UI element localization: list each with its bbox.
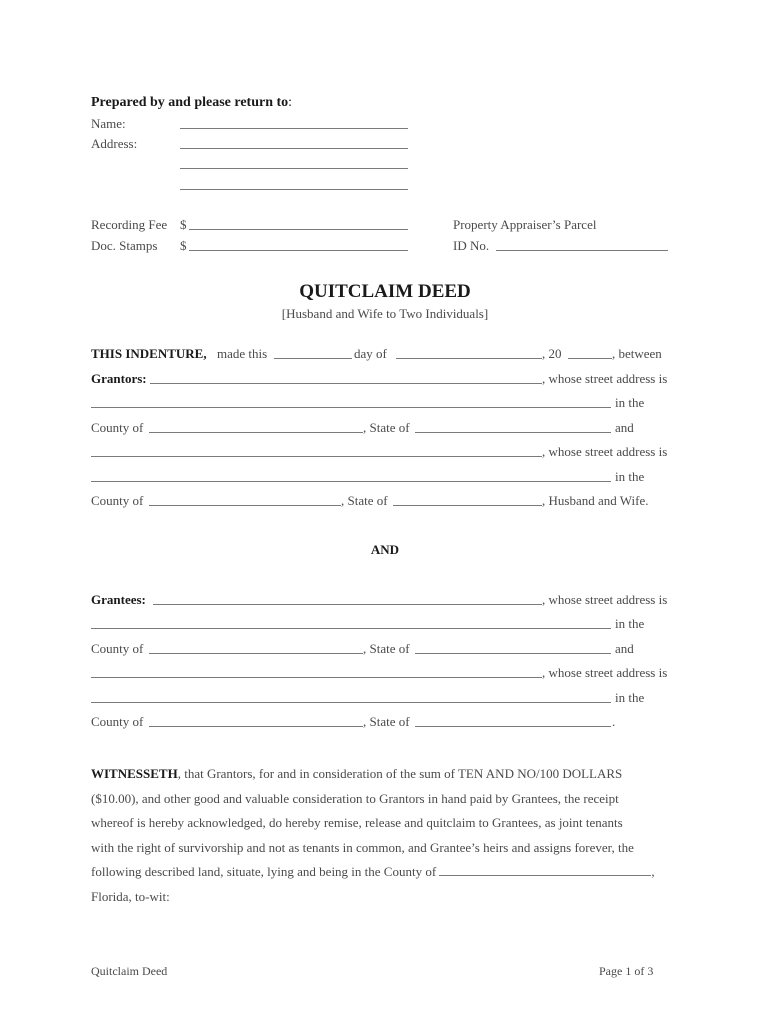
name-label: Name: (91, 116, 126, 131)
grantor-1-state-field[interactable] (415, 432, 611, 433)
grantee-1-name-field[interactable] (153, 604, 542, 605)
grantee-1-county-field[interactable] (149, 653, 363, 654)
grantor-1-county-field[interactable] (149, 432, 363, 433)
day-of-text: day of (354, 346, 387, 361)
grantor-2-name-field[interactable] (91, 456, 542, 457)
grantor-1-address-is: , whose street address is (542, 371, 668, 386)
address-field-3[interactable] (180, 189, 408, 190)
grantor-1-county-label: County of (91, 420, 144, 435)
between-text: , between (612, 346, 662, 361)
witnesseth-paragraph (91, 762, 691, 909)
grantee-2-address-field[interactable] (91, 702, 611, 703)
witnesseth-line-1: , that Grantors, for and in consideration of the sum of TEN AND NO/100 DOLLARS (177, 766, 623, 781)
recording-fee-dollar: $ (180, 217, 187, 232)
grantor-2-county-field[interactable] (149, 505, 341, 506)
grantee-2-state-field[interactable] (415, 726, 611, 727)
grantee-1-address-is: , whose street address is (542, 592, 668, 607)
name-field[interactable] (180, 128, 408, 129)
grantee-period: . (612, 714, 616, 729)
grantee-1-state-field[interactable] (415, 653, 611, 654)
day-field[interactable] (274, 358, 352, 359)
grantor-2-address-is: , whose street address is (542, 444, 668, 459)
witnesseth-line-4: with the right of survivorship and not as tenants in common, and Grantee’s heirs and assigns forever, the (91, 839, 634, 855)
address-field-1[interactable] (180, 148, 408, 149)
grantor-1-name-field[interactable] (150, 383, 542, 384)
witnesseth-line-3: whereof is hereby acknowledged, do hereby remise, release and quitclaim to Grantees, as joint tenants (91, 815, 623, 830)
made-this-text: made this (217, 346, 268, 361)
grantor-and: and (615, 420, 634, 435)
month-field[interactable] (396, 358, 542, 359)
grantee-2-address-is: , whose street address is (542, 665, 668, 680)
footer-doc-name: Quitclaim Deed (91, 964, 168, 978)
doc-stamps-label: Doc. Stamps (91, 238, 158, 253)
id-label: ID No. (453, 238, 490, 253)
grantee-2-name-field[interactable] (91, 677, 542, 678)
grantee-2-in-the: in the (615, 690, 645, 705)
grantor-2-county-label: County of (91, 493, 144, 508)
grantor-2-state-label: , State of (341, 493, 388, 508)
recording-fee-field[interactable] (189, 229, 408, 230)
grantee-1-address-field[interactable] (91, 628, 611, 629)
prepared-by-heading: Prepared by and please return to: (91, 95, 293, 110)
indenture-lead: THIS INDENTURE, (91, 346, 207, 361)
page-subtitle: [Husband and Wife to Two Individuals] (281, 306, 489, 321)
grantee-2-county-label: County of (91, 714, 144, 729)
witnesseth-line-6: Florida, to-wit: (91, 888, 170, 904)
grantee-2-state-label: , State of (363, 714, 410, 729)
grantor-1-in-the: in the (615, 395, 645, 410)
parcel-label: Property Appraiser’s Parcel (453, 217, 597, 232)
grantors-label: Grantors: (91, 371, 147, 386)
witnesseth-line-2: ($10.00), and other good and valuable consideration to Grantors in hand paid by Grantees, the receipt (91, 790, 619, 806)
year-field[interactable] (568, 358, 612, 359)
recording-fee-label: Recording Fee (91, 217, 168, 232)
page-title: QUITCLAIM DEED (299, 281, 471, 302)
grantor-2-address-field[interactable] (91, 481, 611, 482)
doc-stamps-dollar: $ (180, 238, 187, 253)
grantee-1-county-label: County of (91, 641, 144, 656)
witnesseth-line-5: following described land, situate, lying and being in the County of (91, 864, 437, 879)
grantor-1-address-field[interactable] (91, 407, 611, 408)
year-prefix: , 20 (542, 346, 562, 361)
grantee-2-county-field[interactable] (149, 726, 363, 727)
grantee-1-in-the: in the (615, 616, 645, 631)
grantor-2-in-the: in the (615, 469, 645, 484)
address-field-2[interactable] (180, 168, 408, 169)
grantor-2-state-field[interactable] (393, 505, 542, 506)
husband-wife-text: , Husband and Wife. (542, 493, 649, 508)
grantee-and: and (615, 641, 634, 656)
grantor-1-state-label: , State of (363, 420, 410, 435)
address-label: Address: (91, 136, 138, 151)
and-separator: AND (370, 542, 400, 557)
grantees-label: Grantees: (91, 592, 146, 607)
doc-stamps-field[interactable] (189, 250, 408, 251)
parcel-id-field[interactable] (496, 250, 668, 251)
land-county-field[interactable] (439, 863, 651, 876)
grantee-1-state-label: , State of (363, 641, 410, 656)
witnesseth-lead: WITNESSETH (91, 766, 178, 781)
footer-page-number: Page 1 of 3 (599, 964, 654, 978)
witnesseth-line-5-end: , (651, 864, 655, 879)
